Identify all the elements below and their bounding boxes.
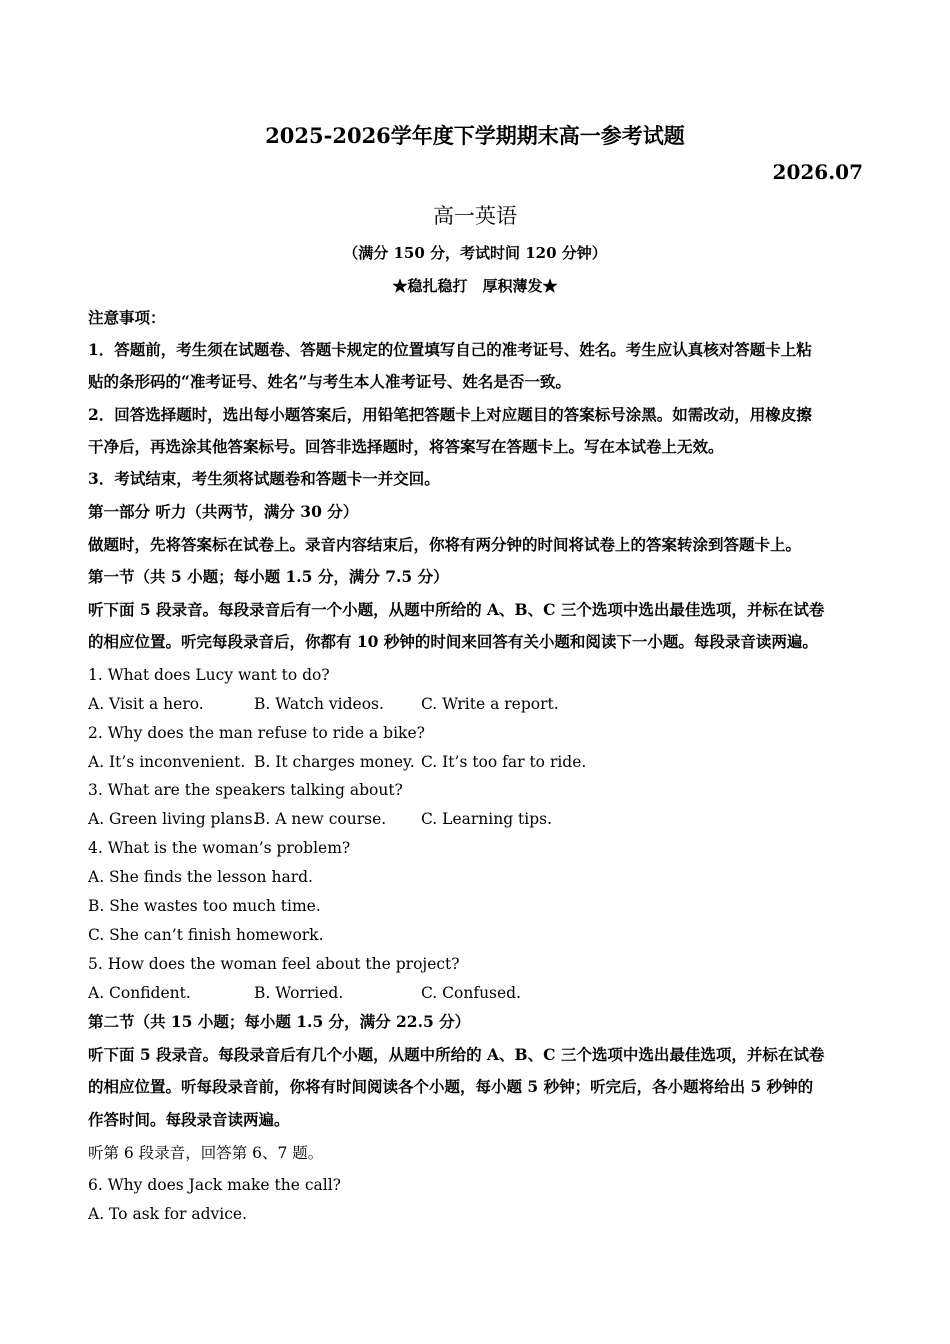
q5-option-b: B. Worried.	[254, 984, 344, 1002]
q2-option-b: B. It charges money.	[254, 753, 415, 771]
part1-instruction: 做题时，先将答案标在试卷上。录音内容结束后，你将有两分钟的时间将试卷上的答案转涂到答题卡上。	[88, 535, 802, 554]
page-title: 2025-2026学年度下学期期末高一参考试题	[265, 123, 685, 148]
note-1-line-2: 贴的条形码的“准考证号、姓名”与考生本人准考证号、姓名是否一致。	[88, 372, 571, 391]
section2-heading: 第二节（共 15 小题；每小题 1.5 分，满分 22.5 分）	[88, 1012, 471, 1031]
section2-instruction-line-1: 听下面 5 段录音。每段录音后有几个小题，从题中所给的 A、B、C 三个选项中选出最佳选项，并标在试卷	[88, 1045, 825, 1064]
q1-option-c: C. Write a report.	[421, 695, 559, 713]
note-2-line-2: 干净后，再选涂其他答案标号。回答非选择题时，将答案写在答题卡上。写在本试卷上无效。	[88, 437, 724, 456]
segment-6-instruction: 听第 6 段录音，回答第 6、7 题。	[88, 1144, 324, 1162]
question-4: 4. What is the woman’s problem?	[88, 839, 351, 857]
motto: ★稳扎稳打 厚积薄发★	[392, 277, 558, 295]
exam-info: （满分 150 分，考试时间 120 分钟）	[343, 244, 607, 262]
section1-instruction-line-2: 的相应位置。听完每段录音后，你都有 10 秒钟的时间来回答有关小题和阅读下一小题。每段录音读两遍。	[88, 632, 818, 651]
note-3: 3．考试结束，考生须将试题卷和答题卡一并交回。	[88, 469, 440, 488]
question-3: 3. What are the speakers talking about?	[88, 781, 403, 799]
q6-option-a: A. To ask for advice.	[88, 1205, 248, 1223]
question-1: 1. What does Lucy want to do?	[88, 666, 330, 684]
q2-option-a: A. It’s inconvenient.	[88, 753, 246, 771]
question-6: 6. Why does Jack make the call?	[88, 1176, 341, 1194]
section2-instruction-line-2: 的相应位置。听每段录音前，你将有时间阅读各个小题，每小题 5 秒钟；听完后，各小题将给出 5 秒钟的	[88, 1077, 814, 1096]
q1-option-b: B. Watch videos.	[254, 695, 384, 713]
q3-option-c: C. Learning tips.	[421, 810, 553, 828]
q5-option-a: A. Confident.	[88, 984, 191, 1002]
section1-heading: 第一节（共 5 小题；每小题 1.5 分，满分 7.5 分）	[88, 567, 449, 586]
notes-heading: 注意事项：	[88, 308, 166, 327]
note-2-line-1: 2．回答选择题时，选出每小题答案后，用铅笔把答题卡上对应题目的答案标号涂黑。如需改动，用橡皮擦	[88, 405, 812, 424]
q4-option-b: B. She wastes too much time.	[88, 897, 321, 915]
q5-option-c: C. Confused.	[421, 984, 522, 1002]
section1-instruction-line-1: 听下面 5 段录音。每段录音后有一个小题，从题中所给的 A、B、C 三个选项中选出最佳选项，并标在试卷	[88, 600, 825, 619]
section2-instruction-line-3: 作答时间。每段录音读两遍。	[88, 1110, 290, 1129]
note-1-line-1: 1．答题前，考生须在试题卷、答题卡规定的位置填写自己的准考证号、姓名。考生应认真核对答题卡上粘	[88, 340, 812, 359]
q2-option-c: C. It’s too far to ride.	[421, 753, 587, 771]
subject-title: 高一英语	[433, 204, 517, 228]
exam-date: 2026.07	[772, 160, 863, 184]
q4-option-a: A. She finds the lesson hard.	[88, 868, 313, 886]
q3-option-b: B. A new course.	[254, 810, 387, 828]
q4-option-c: C. She can’t finish homework.	[88, 926, 324, 944]
question-5: 5. How does the woman feel about the project?	[88, 955, 460, 973]
q3-option-a: A. Green living plans.	[88, 810, 258, 828]
part1-heading: 第一部分 听力（共两节，满分 30 分）	[88, 502, 359, 521]
q1-option-a: A. Visit a hero.	[88, 695, 204, 713]
question-2: 2. Why does the man refuse to ride a bike?	[88, 724, 425, 742]
